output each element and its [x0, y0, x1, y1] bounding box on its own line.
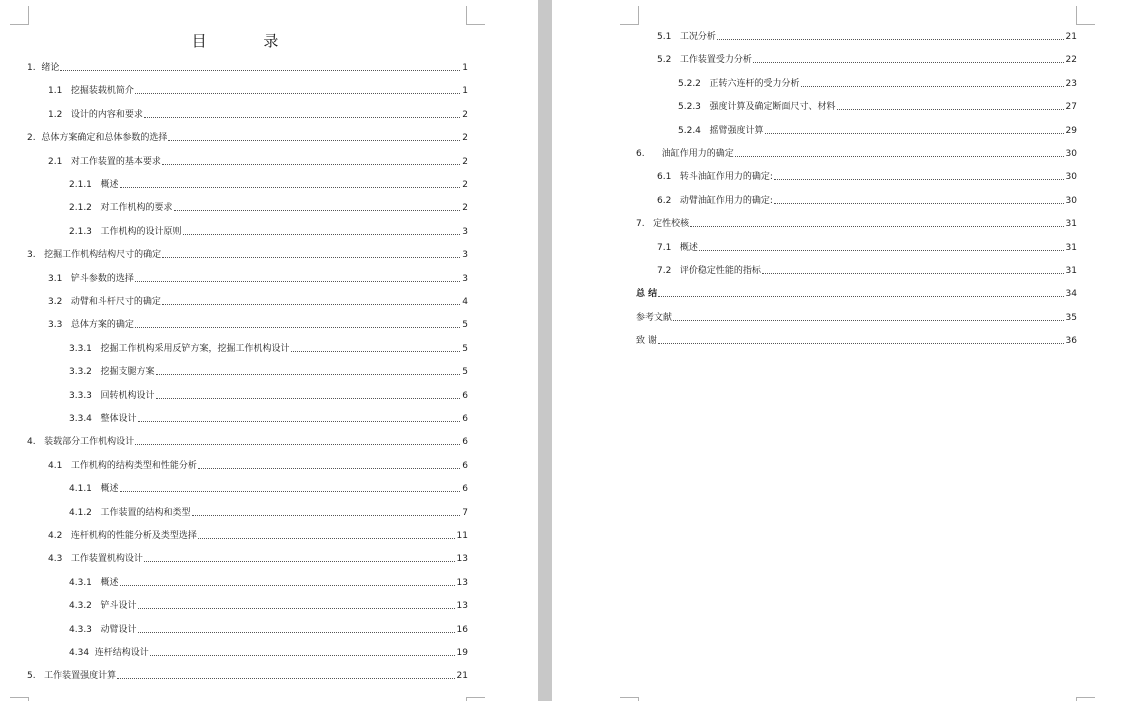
toc-entry-page-number: 23 — [1065, 78, 1077, 89]
toc-entry-page-number: 6 — [462, 460, 468, 471]
toc-entry[interactable] — [636, 333, 1077, 347]
toc-entry-page-number: 6 — [462, 484, 468, 495]
toc-dot-leader — [735, 156, 1064, 157]
toc-entry[interactable] — [678, 99, 1077, 113]
toc-entry-page-number: 30 — [1065, 149, 1077, 159]
toc-entry-title: 对工作装置的基本要求 — [70, 156, 161, 167]
toc-entry[interactable] — [636, 216, 1077, 230]
toc-entry-page-number: 1 — [462, 63, 468, 73]
toc-entry-page-number: 4 — [462, 297, 468, 307]
toc-entry-number: 6.1 — [657, 172, 680, 183]
toc-entry[interactable] — [48, 317, 468, 331]
toc-dot-leader — [174, 210, 461, 211]
toc-entry-title: 油缸作用力的确定 — [661, 149, 734, 159]
toc-entry-number: 3.2 — [48, 297, 71, 307]
toc-entry-number: 1. — [27, 63, 42, 73]
toc-entry[interactable] — [657, 193, 1077, 207]
toc-entry-page-number: 19 — [456, 648, 468, 658]
toc-dot-leader — [717, 39, 1064, 40]
toc-entry-title: 转斗油缸作用力的确定: — [679, 172, 773, 183]
toc-entry-page-number: 11 — [456, 531, 468, 541]
toc-entry[interactable] — [48, 154, 468, 168]
toc-entry-number: 3.1 — [48, 273, 71, 284]
toc-entry[interactable] — [69, 177, 468, 191]
toc-dot-leader — [156, 374, 461, 375]
toc-dot-leader — [168, 140, 460, 141]
toc-entry[interactable] — [657, 263, 1077, 277]
toc-entry-title: 摇臂强度计算 — [709, 125, 764, 136]
toc-entry-title: 对工作机构的要求 — [100, 203, 173, 214]
toc-dot-leader — [135, 444, 460, 445]
toc-entry[interactable] — [636, 146, 1077, 160]
toc-dot-leader — [774, 203, 1064, 204]
toc-entry-title: 总 结 — [636, 289, 658, 300]
toc-dot-leader — [156, 398, 461, 399]
toc-page-right — [552, 0, 1129, 701]
toc-dot-leader — [291, 351, 461, 352]
toc-entry[interactable] — [48, 458, 468, 472]
toc-entry-page-number: 3 — [462, 273, 468, 284]
toc-dot-leader — [658, 343, 1064, 344]
toc-entry-title: 工作装置强度计算 — [44, 671, 117, 682]
toc-entry-number: 2. — [27, 133, 42, 144]
toc-dot-leader — [117, 678, 454, 679]
toc-dot-leader — [144, 117, 460, 118]
toc-entry-number: 3. — [27, 250, 45, 261]
toc-entry-title: 整体设计 — [100, 414, 137, 424]
toc-entry-title: 评价稳定性能的指标 — [679, 266, 761, 276]
toc-entry[interactable] — [69, 645, 468, 659]
page-gutter — [538, 0, 552, 701]
toc-entry-page-number: 29 — [1065, 125, 1077, 136]
toc-entry[interactable] — [69, 575, 468, 589]
toc-entry-title: 致 谢 — [636, 336, 657, 347]
toc-entry-title: 工作机构的结构类型和性能分析 — [70, 460, 197, 471]
toc-entry-page-number: 2 — [462, 133, 468, 144]
toc-entry[interactable] — [48, 83, 468, 97]
toc-dot-leader — [192, 515, 461, 516]
toc-entry-number: 7.2 — [657, 266, 680, 276]
toc-dot-leader — [673, 320, 1064, 321]
toc-entry-title: 工作机构的设计原则 — [100, 226, 182, 237]
toc-entry-title: 概述 — [679, 242, 698, 253]
toc-entry[interactable] — [27, 130, 468, 144]
toc-entry-title: 总体方案的确定 — [70, 320, 134, 331]
toc-entry-number: 4.3.2 — [69, 601, 101, 612]
toc-dot-leader — [120, 187, 461, 188]
toc-entry-number: 5.2.4 — [678, 125, 710, 136]
toc-entry-title: 概述 — [100, 484, 119, 495]
toc-entry-number: 4.1 — [48, 460, 71, 471]
toc-entry[interactable] — [636, 286, 1077, 300]
toc-entry-title: 连杆结构设计 — [94, 648, 149, 658]
toc-entry-page-number: 3 — [462, 226, 468, 237]
toc-list-left — [0, 0, 538, 701]
toc-entry-page-number: 5 — [462, 343, 468, 354]
toc-dot-leader — [162, 257, 460, 258]
toc-dot-leader — [150, 655, 455, 656]
toc-entry[interactable] — [69, 200, 468, 214]
toc-entry-number: 4.2 — [48, 531, 71, 541]
toc-entry-title: 设计的内容和要求 — [70, 109, 143, 120]
toc-entry[interactable] — [678, 76, 1077, 90]
toc-entry-page-number: 27 — [1065, 102, 1077, 113]
toc-entry-number: 5.2.2 — [678, 78, 710, 89]
toc-entry-number: 4.34 — [69, 648, 95, 658]
toc-entry-page-number: 35 — [1065, 312, 1077, 323]
toc-dot-leader — [120, 585, 455, 586]
toc-entry[interactable] — [678, 123, 1077, 137]
toc-entry-title: 装载部分工作机构设计 — [44, 437, 135, 448]
toc-entry-number: 2.1.3 — [69, 226, 101, 237]
toc-entry-page-number: 30 — [1065, 172, 1077, 183]
toc-entry-page-number: 2 — [462, 156, 468, 167]
toc-entry-number: 5.2 — [657, 55, 680, 66]
toc-entry-page-number: 2 — [462, 109, 468, 120]
toc-dot-leader — [774, 179, 1064, 180]
toc-entry-title: 动臂油缸作用力的确定: — [679, 195, 773, 206]
toc-dot-leader — [144, 561, 455, 562]
toc-entry[interactable] — [27, 668, 468, 682]
toc-entry-page-number: 34 — [1065, 289, 1077, 300]
toc-entry-title: 铲斗设计 — [100, 601, 137, 612]
toc-entry-title: 动臂和斗杆尺寸的确定 — [70, 297, 161, 307]
toc-entry[interactable] — [27, 247, 468, 261]
toc-entry-page-number: 36 — [1065, 336, 1077, 347]
toc-entry-number: 5.1 — [657, 32, 680, 42]
toc-entry[interactable] — [657, 29, 1077, 43]
toc-dot-leader — [762, 273, 1064, 274]
toc-dot-leader — [138, 632, 455, 633]
toc-entry-title: 工作装置的结构和类型 — [100, 507, 191, 518]
toc-entry[interactable] — [69, 598, 468, 612]
toc-entry-title: 正转六连杆的受力分析 — [709, 78, 800, 89]
toc-entry-number: 3.3 — [48, 320, 71, 331]
toc-entry[interactable] — [48, 528, 468, 542]
toc-entry[interactable] — [69, 388, 468, 402]
toc-entry-number: 4.3 — [48, 554, 71, 565]
toc-entry-page-number: 22 — [1065, 55, 1077, 66]
toc-entry-page-number: 6 — [462, 414, 468, 424]
toc-dot-leader — [162, 304, 460, 305]
toc-dot-leader — [801, 86, 1064, 87]
toc-entry-number: 1.2 — [48, 109, 71, 120]
toc-entry-title: 绪论 — [41, 63, 60, 73]
toc-entry-number: 4. — [27, 437, 45, 448]
toc-entry-title: 连杆机构的性能分析及类型选择 — [70, 531, 197, 541]
toc-dot-leader — [162, 164, 460, 165]
toc-entry[interactable] — [69, 411, 468, 425]
toc-entry-number: 5.2.3 — [678, 102, 710, 113]
toc-entry-number: 3.3.1 — [69, 343, 101, 354]
toc-entry-page-number: 16 — [456, 624, 468, 635]
toc-entry-title: 工作装置受力分析 — [679, 55, 752, 66]
toc-entry-number: 4.1.2 — [69, 507, 101, 518]
toc-title: 目 录 — [191, 32, 305, 50]
toc-entry[interactable] — [657, 52, 1077, 66]
toc-dot-leader — [138, 421, 461, 422]
toc-dot-leader — [183, 234, 461, 235]
toc-entry[interactable] — [69, 505, 468, 519]
toc-page-left — [0, 0, 538, 701]
toc-entry-number: 3.3.4 — [69, 414, 101, 424]
toc-entry-title: 挖掘工作机构采用反铲方案，挖掘工作机构设计 — [100, 343, 290, 354]
toc-dot-leader — [658, 296, 1063, 297]
toc-entry[interactable] — [69, 622, 468, 636]
toc-entry-title: 概述 — [100, 180, 119, 190]
toc-entry-page-number: 5 — [462, 320, 468, 331]
toc-entry-page-number: 3 — [462, 250, 468, 261]
toc-dot-leader — [120, 491, 461, 492]
toc-entry-number: 4.3.3 — [69, 624, 101, 635]
toc-entry[interactable] — [69, 341, 468, 355]
toc-entry-page-number: 31 — [1065, 242, 1077, 253]
toc-entry-page-number: 21 — [1065, 32, 1077, 42]
toc-entry-page-number: 13 — [456, 554, 468, 565]
toc-entry-page-number: 13 — [456, 601, 468, 612]
toc-entry-page-number: 1 — [462, 86, 468, 97]
toc-entry-page-number: 30 — [1065, 195, 1077, 206]
toc-dot-leader — [198, 538, 455, 539]
toc-dot-leader — [138, 608, 455, 609]
toc-dot-leader — [135, 327, 460, 328]
toc-dot-leader — [837, 109, 1064, 110]
toc-entry[interactable] — [48, 107, 468, 121]
toc-entry[interactable] — [27, 60, 468, 74]
toc-entry-page-number: 31 — [1065, 266, 1077, 276]
toc-entry-page-number: 6 — [462, 437, 468, 448]
toc-entry-title: 强度计算及确定断面尺寸、材料 — [709, 102, 836, 113]
toc-entry[interactable] — [69, 481, 468, 495]
toc-entry-number: 2.1 — [48, 156, 71, 167]
toc-dot-leader — [198, 468, 460, 469]
toc-entry-title: 铲斗参数的选择 — [70, 273, 134, 284]
toc-entry-title: 概述 — [100, 577, 119, 588]
toc-entry-page-number: 7 — [462, 507, 468, 518]
toc-list-right — [552, 0, 1129, 701]
toc-dot-leader — [753, 62, 1064, 63]
toc-entry-page-number: 31 — [1065, 219, 1077, 230]
toc-entry-title: 定性校核 — [653, 219, 690, 230]
toc-entry-title: 挖掘支腿方案 — [100, 367, 155, 378]
toc-entry-number: 7. — [636, 219, 654, 230]
toc-entry-number: 7.1 — [657, 242, 680, 253]
toc-entry[interactable] — [69, 364, 468, 378]
toc-entry-title: 工作装置机构设计 — [70, 554, 143, 565]
toc-entry-page-number: 21 — [456, 671, 468, 682]
toc-entry-number: 2.1.2 — [69, 203, 101, 214]
toc-entry-title: 动臂设计 — [100, 624, 137, 635]
toc-entry[interactable] — [657, 169, 1077, 183]
toc-entry-number: 4.1.1 — [69, 484, 101, 495]
toc-entry-page-number: 2 — [462, 203, 468, 214]
toc-entry-number: 3.3.2 — [69, 367, 101, 378]
toc-entry-number: 1.1 — [48, 86, 71, 97]
toc-entry-page-number: 13 — [456, 577, 468, 588]
toc-entry[interactable] — [48, 551, 468, 565]
toc-entry-page-number: 6 — [462, 390, 468, 401]
toc-entry-number: 6. — [636, 149, 662, 159]
toc-entry-number: 4.3.1 — [69, 577, 101, 588]
toc-entry[interactable] — [27, 434, 468, 448]
toc-entry[interactable] — [69, 224, 468, 238]
toc-dot-leader — [699, 250, 1064, 251]
toc-entry-number: 3.3.3 — [69, 390, 101, 401]
toc-entry-title: 参考文献 — [636, 312, 673, 323]
toc-dot-leader — [135, 281, 460, 282]
toc-entry-title: 工况分析 — [679, 32, 716, 42]
toc-entry-title: 挖掘工作机构结构尺寸的确定 — [44, 250, 162, 261]
toc-entry[interactable] — [657, 240, 1077, 254]
toc-entry-title: 挖掘装载机简介 — [70, 86, 134, 97]
toc-entry-number: 6.2 — [657, 195, 680, 206]
toc-entry-page-number: 5 — [462, 367, 468, 378]
toc-entry-number: 2.1.1 — [69, 180, 101, 190]
toc-dot-leader — [60, 70, 460, 71]
toc-dot-leader — [765, 133, 1064, 134]
toc-entry-number: 5. — [27, 671, 45, 682]
toc-entry-title: 总体方案确定和总体参数的选择 — [41, 133, 168, 144]
toc-dot-leader — [135, 93, 460, 94]
toc-entry-page-number: 2 — [462, 180, 468, 190]
toc-entry[interactable] — [48, 294, 468, 308]
toc-entry[interactable] — [48, 271, 468, 285]
toc-dot-leader — [690, 226, 1063, 227]
toc-entry-title: 回转机构设计 — [100, 390, 155, 401]
toc-entry[interactable] — [636, 310, 1077, 324]
